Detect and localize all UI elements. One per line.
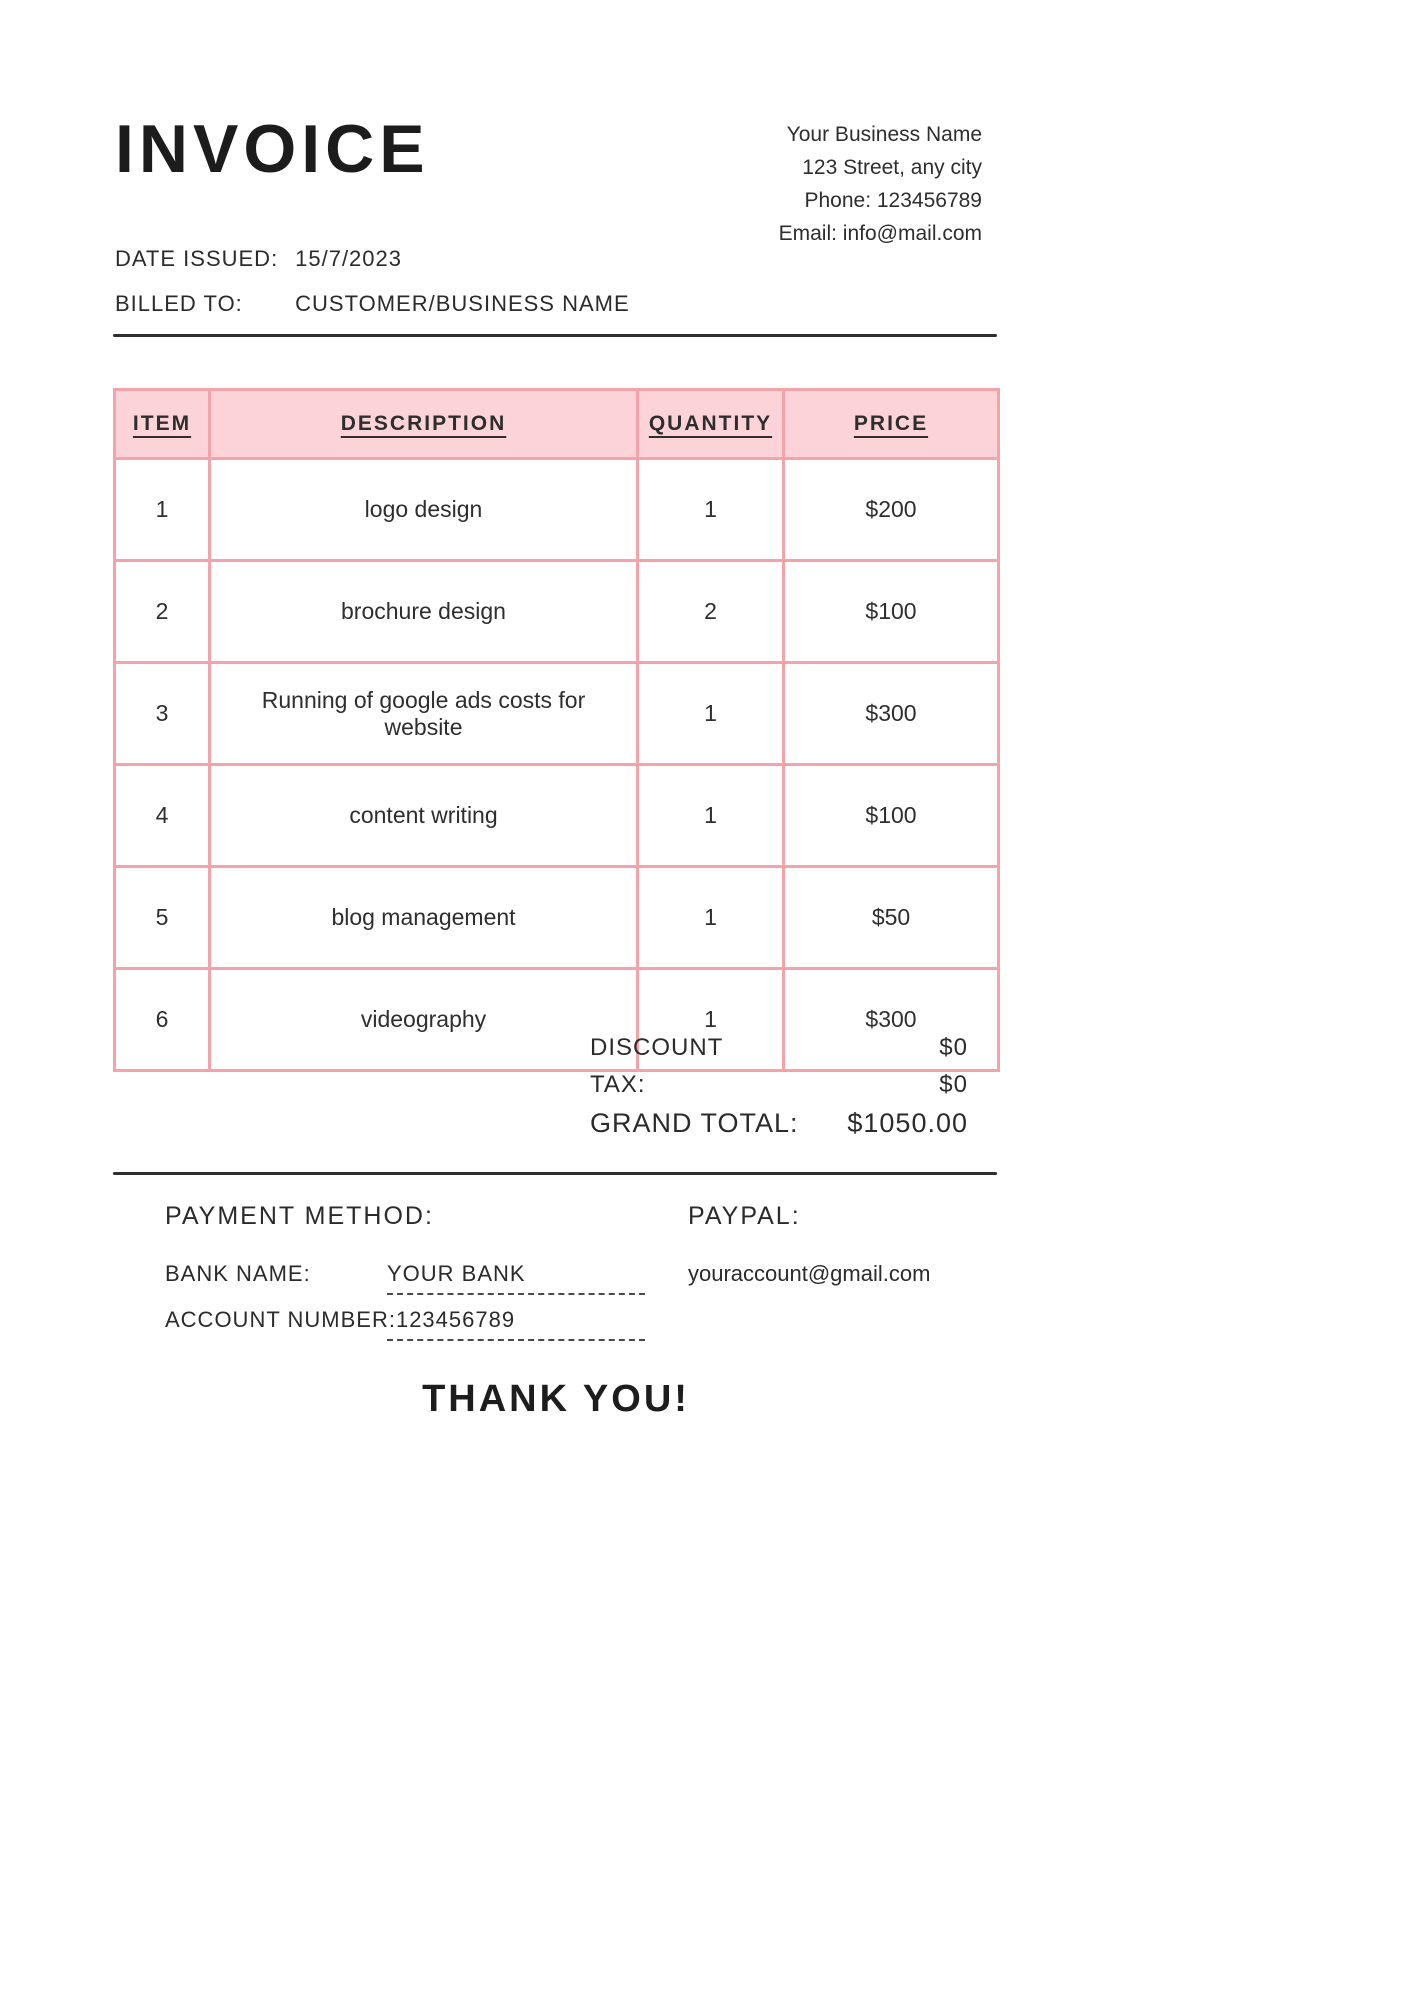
- discount-label: DISCOUNT: [590, 1034, 724, 1061]
- date-issued-label: DATE ISSUED:: [115, 246, 279, 271]
- payment-method-section: [165, 1202, 645, 1353]
- table-row: [115, 663, 999, 765]
- business-phone: Phone: 123456789: [804, 189, 982, 212]
- cell-price: $300: [784, 663, 999, 765]
- account-number-label: ACCOUNT NUMBER:: [165, 1307, 396, 1332]
- cell-quantity: 1: [638, 663, 784, 765]
- cell-item: 3: [115, 663, 210, 765]
- invoice-title: INVOICE: [115, 111, 430, 187]
- grand-total-label: GRAND TOTAL:: [590, 1108, 799, 1138]
- bank-name-value: YOUR BANK: [387, 1261, 526, 1286]
- cell-item: 1: [115, 459, 210, 561]
- cell-price: $50: [784, 867, 999, 969]
- grand-total-value: $1050.00: [847, 1108, 968, 1138]
- cell-quantity: 1: [638, 969, 784, 1071]
- table-row: [115, 459, 999, 561]
- cell-description: content writing: [210, 765, 638, 867]
- cell-quantity: 1: [638, 459, 784, 561]
- discount-row: [590, 1034, 968, 1062]
- payment-method-label: PAYMENT METHOD:: [165, 1202, 434, 1230]
- tax-value: $0: [939, 1071, 968, 1098]
- paypal-label: PAYPAL:: [688, 1202, 801, 1230]
- grand-total-row: [590, 1108, 968, 1139]
- top-divider: [113, 334, 997, 337]
- cell-description: brochure design: [210, 561, 638, 663]
- table-row: [115, 561, 999, 663]
- cell-item: 5: [115, 867, 210, 969]
- business-name: Your Business Name: [786, 123, 982, 146]
- thank-you-note: THANK YOU!: [422, 1378, 690, 1420]
- table-row: [115, 867, 999, 969]
- table-row: [115, 765, 999, 867]
- table-header-row: [115, 390, 999, 459]
- cell-price: $100: [784, 765, 999, 867]
- header-item-label: ITEM: [132, 412, 192, 435]
- tax-row: [590, 1071, 968, 1099]
- billed-to-label: BILLED TO:: [115, 291, 243, 316]
- cell-price: $300: [784, 969, 999, 1071]
- invoice-table: [113, 388, 1000, 1072]
- business-info: [779, 118, 982, 250]
- cell-description: logo design: [210, 459, 638, 561]
- cell-item: 6: [115, 969, 210, 1071]
- dashed-separator: [387, 1293, 645, 1295]
- header-price: [784, 390, 999, 459]
- account-number-value: 123456789: [395, 1307, 516, 1332]
- header-quantity-label: QUANTITY: [648, 412, 773, 435]
- cell-item: 2: [115, 561, 210, 663]
- date-issued-value: 15/7/2023: [295, 246, 402, 271]
- business-email: Email: info@mail.com: [778, 222, 982, 245]
- discount-value: $0: [939, 1034, 968, 1061]
- cell-quantity: 2: [638, 561, 784, 663]
- header-description-label: DESCRIPTION: [340, 412, 507, 435]
- header-price-label: PRICE: [853, 412, 929, 435]
- cell-description: videography: [210, 969, 638, 1071]
- bank-name-label: BANK NAME:: [165, 1261, 311, 1286]
- billed-to-value: CUSTOMER/BUSINESS NAME: [295, 291, 630, 316]
- cell-description: Running of google ads costs for website: [210, 663, 638, 765]
- cell-quantity: 1: [638, 867, 784, 969]
- business-address: 123 Street, any city: [802, 156, 982, 179]
- header-description: [210, 390, 638, 459]
- account-number-row: [165, 1307, 645, 1333]
- cell-price: $200: [784, 459, 999, 561]
- cell-item: 4: [115, 765, 210, 867]
- cell-price: $100: [784, 561, 999, 663]
- bottom-divider: [113, 1172, 997, 1175]
- paypal-account-value: youraccount@gmail.com: [688, 1261, 931, 1286]
- cell-quantity: 1: [638, 765, 784, 867]
- billed-to-row: [115, 291, 630, 317]
- cell-description: blog management: [210, 867, 638, 969]
- tax-label: TAX:: [590, 1071, 646, 1098]
- paypal-section: [688, 1202, 1018, 1287]
- bank-name-row: [165, 1261, 645, 1287]
- header-quantity: [638, 390, 784, 459]
- date-issued-row: [115, 246, 402, 272]
- totals-section: [590, 1034, 968, 1148]
- dashed-separator: [387, 1339, 645, 1341]
- header-item: [115, 390, 210, 459]
